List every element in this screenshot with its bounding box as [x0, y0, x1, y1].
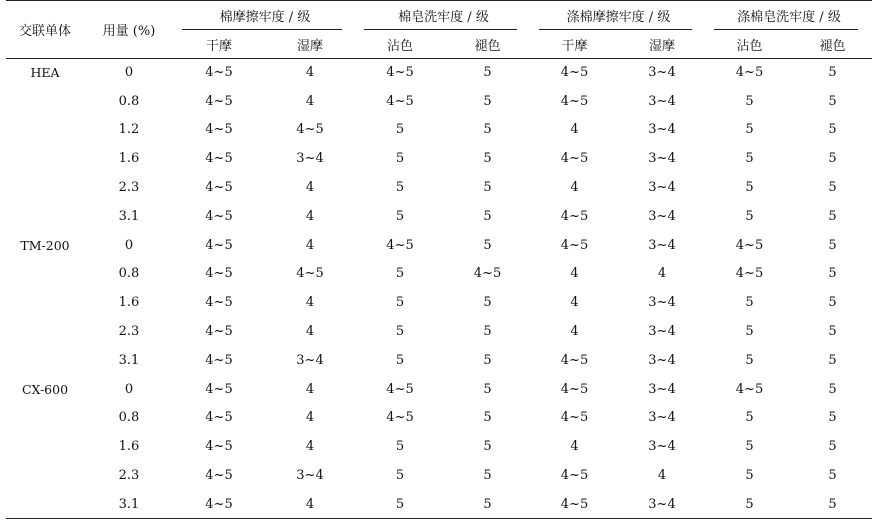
cell-grade: 4 [305, 324, 315, 340]
cell-grade: 4~5 [386, 237, 414, 253]
cell-dosage: 0.8 [118, 410, 140, 426]
cell-grade: 5 [483, 237, 492, 253]
cell-grade: 3~4 [648, 237, 676, 253]
cell-monomer [6, 260, 84, 289]
cell-grade: 5 [828, 266, 837, 282]
cell-monomer [6, 461, 84, 490]
cell-grade: 4 [305, 295, 315, 311]
cell-grade: 5 [745, 439, 754, 455]
cell-grade: 5 [483, 324, 492, 340]
cell-grade: 4~5 [205, 64, 233, 80]
table-row [6, 58, 872, 87]
cell-grade: 3~4 [648, 122, 676, 138]
cell-grade: 5 [745, 93, 754, 109]
cell-grade: 4~5 [560, 468, 589, 484]
table-body [6, 58, 872, 519]
header-group-label: 涤棉摩擦牢度 / 级 [566, 9, 671, 25]
table-row [6, 173, 872, 202]
cell-grade: 5 [483, 180, 492, 196]
cell-grade: 4~5 [560, 93, 589, 109]
cell-grade: 4~5 [296, 122, 324, 138]
cell-grade: 5 [745, 496, 754, 512]
cell-grade: 4~5 [205, 381, 233, 397]
cell-grade: 3~4 [648, 496, 676, 512]
cell-grade: 5 [745, 324, 754, 340]
table-row [6, 404, 872, 433]
cell-grade: 4~5 [205, 93, 233, 109]
header-dosage: 用量 (%) [102, 23, 156, 39]
cell-grade: 4 [305, 64, 315, 80]
cell-dosage: 3.1 [118, 352, 140, 368]
cell-dosage: 3.1 [118, 208, 140, 224]
cell-grade: 3~4 [296, 352, 324, 368]
cell-grade: 5 [395, 266, 405, 282]
cell-grade: 4~5 [560, 64, 589, 80]
cell-grade: 4~5 [205, 410, 233, 426]
cell-grade: 5 [395, 439, 405, 455]
subheader-fading: 褪色 [474, 38, 501, 54]
cell-grade: 4~5 [735, 237, 764, 253]
cell-grade: 5 [483, 64, 492, 80]
cell-grade: 5 [483, 381, 492, 397]
cell-monomer [6, 288, 84, 317]
cell-grade: 4 [570, 122, 579, 138]
cell-grade: 5 [745, 468, 754, 484]
table-row [6, 202, 872, 231]
cell-grade: 5 [745, 352, 754, 368]
cell-grade: 5 [828, 237, 837, 253]
cell-grade: 5 [483, 208, 492, 224]
cell-grade: 5 [828, 439, 837, 455]
cell-grade: 5 [395, 208, 405, 224]
header-group-tc-rubbing [531, 0, 706, 30]
subheader-dry-rub: 干摩 [561, 38, 588, 54]
cell-grade: 5 [828, 468, 837, 484]
cell-grade: 4~5 [560, 151, 589, 167]
header-crosslinker: 交联单体 [18, 23, 71, 39]
cell-grade: 4~5 [205, 180, 233, 196]
cell-grade: 4 [305, 410, 315, 426]
cell-grade: 4~5 [560, 237, 589, 253]
subheader-staining: 沾色 [736, 38, 763, 54]
subheader-staining: 沾色 [386, 38, 413, 54]
cell-grade: 4 [305, 180, 315, 196]
cell-grade: 4 [657, 468, 667, 484]
cell-grade: 5 [483, 352, 492, 368]
cell-grade: 5 [395, 180, 405, 196]
table-row [6, 144, 872, 173]
cell-grade: 5 [483, 93, 492, 109]
table-row [6, 461, 872, 490]
cell-dosage: 1.2 [118, 122, 140, 138]
cell-grade: 4 [570, 180, 579, 196]
cell-dosage: 1.6 [118, 295, 140, 311]
table-row [6, 288, 872, 317]
cell-monomer: CX-600 [21, 381, 69, 397]
cell-grade: 3~4 [296, 468, 324, 484]
cell-grade: 5 [483, 122, 492, 138]
cell-grade: 4 [570, 295, 579, 311]
cell-grade: 5 [828, 180, 837, 196]
header-row-1 [6, 0, 872, 30]
cell-monomer [6, 346, 84, 375]
cell-grade: 3~4 [648, 410, 676, 426]
cell-dosage: 1.6 [118, 151, 140, 167]
cell-grade: 5 [483, 439, 492, 455]
cell-grade: 5 [828, 151, 837, 167]
cell-grade: 4 [657, 266, 667, 282]
cell-grade: 4~5 [386, 410, 414, 426]
cell-dosage: 2.3 [118, 180, 140, 196]
cell-grade: 4~5 [205, 122, 233, 138]
cell-grade: 4~5 [296, 266, 324, 282]
cell-grade: 5 [745, 180, 754, 196]
cell-grade: 5 [395, 324, 405, 340]
header-group-cotton-rubbing [174, 0, 356, 30]
cell-grade: 5 [745, 295, 754, 311]
cell-grade: 4~5 [473, 266, 502, 282]
cell-grade: 5 [395, 496, 405, 512]
table-row [6, 432, 872, 461]
cell-grade: 4~5 [205, 266, 233, 282]
header-group-label: 棉摩擦牢度 / 级 [219, 9, 311, 25]
cell-grade: 4~5 [205, 468, 233, 484]
cell-grade: 3~4 [648, 64, 676, 80]
cell-grade: 5 [828, 324, 837, 340]
cell-grade: 5 [828, 496, 837, 512]
cell-grade: 5 [828, 410, 837, 426]
cell-grade: 5 [828, 64, 837, 80]
cell-monomer [6, 317, 84, 346]
cell-grade: 4~5 [205, 496, 233, 512]
cell-grade: 4 [305, 237, 315, 253]
cell-grade: 5 [395, 122, 405, 138]
cell-grade: 4 [305, 93, 315, 109]
cell-grade: 4 [570, 324, 579, 340]
cell-grade: 4~5 [560, 352, 589, 368]
cell-grade: 4~5 [735, 381, 764, 397]
cell-monomer [6, 432, 84, 461]
subheader-fading: 褪色 [819, 38, 846, 54]
cell-grade: 4~5 [205, 208, 233, 224]
cell-grade: 4 [305, 439, 315, 455]
cell-grade: 3~4 [648, 208, 676, 224]
header-group-cotton-washing [356, 0, 531, 30]
cell-grade: 5 [828, 381, 837, 397]
cell-monomer: HEA [30, 64, 60, 80]
cell-grade: 5 [483, 151, 492, 167]
cell-dosage: 2.3 [118, 324, 140, 340]
cell-grade: 4~5 [735, 266, 764, 282]
cell-grade: 4~5 [560, 410, 589, 426]
cell-monomer: TM-200 [20, 237, 70, 253]
cell-grade: 3~4 [648, 439, 676, 455]
cell-grade: 4~5 [205, 439, 233, 455]
cell-grade: 5 [828, 295, 837, 311]
cell-grade: 5 [745, 208, 754, 224]
cell-grade: 5 [395, 295, 405, 311]
subheader-wet-rub: 湿摩 [296, 38, 323, 54]
cell-dosage: 1.6 [118, 439, 140, 455]
cell-grade: 5 [483, 410, 492, 426]
cell-monomer [6, 87, 84, 116]
cell-grade: 3~4 [648, 352, 676, 368]
table-row [6, 375, 872, 404]
cell-dosage: 0.8 [118, 266, 140, 282]
cell-grade: 4 [570, 266, 579, 282]
cell-grade: 4~5 [205, 324, 233, 340]
cell-grade: 3~4 [648, 381, 676, 397]
cell-grade: 3~4 [648, 295, 676, 311]
cell-grade: 5 [483, 496, 492, 512]
table-row [6, 346, 872, 375]
subheader-wet-rub: 湿摩 [648, 38, 675, 54]
cell-grade: 3~4 [648, 93, 676, 109]
cell-dosage: 2.3 [118, 468, 140, 484]
cell-grade: 4~5 [205, 295, 233, 311]
cell-grade: 5 [395, 352, 405, 368]
cell-grade: 5 [745, 151, 754, 167]
cell-monomer [6, 404, 84, 433]
cell-grade: 5 [483, 468, 492, 484]
cell-dosage: 0.8 [118, 93, 140, 109]
table-row [6, 87, 872, 116]
cell-dosage: 0 [124, 381, 134, 397]
cell-grade: 5 [395, 468, 405, 484]
cell-grade: 3~4 [648, 180, 676, 196]
cell-grade: 5 [828, 352, 837, 368]
cell-grade: 4 [305, 496, 315, 512]
cell-grade: 5 [828, 93, 837, 109]
cell-dosage: 0 [124, 64, 134, 80]
cell-grade: 4~5 [560, 496, 589, 512]
cell-monomer [6, 144, 84, 173]
table-row [6, 116, 872, 145]
cell-grade: 4 [305, 208, 315, 224]
cell-grade: 4~5 [735, 64, 764, 80]
cell-grade: 4~5 [560, 208, 589, 224]
cell-grade: 4~5 [205, 352, 233, 368]
header-group-label: 棉皂洗牢度 / 级 [398, 9, 489, 25]
cell-grade: 5 [828, 208, 837, 224]
table-row [6, 260, 872, 289]
cell-monomer [6, 173, 84, 202]
cell-grade: 4~5 [560, 381, 589, 397]
cell-dosage: 0 [124, 237, 134, 253]
cell-grade: 4~5 [386, 64, 414, 80]
cell-dosage: 3.1 [118, 496, 140, 512]
cell-grade: 4 [570, 439, 579, 455]
table-row [6, 490, 872, 519]
header-group-tc-washing [706, 0, 872, 30]
cell-grade: 4~5 [386, 93, 414, 109]
cell-monomer [6, 202, 84, 231]
cell-grade: 5 [745, 122, 754, 138]
cell-monomer [6, 490, 84, 519]
cell-grade: 5 [395, 151, 405, 167]
cell-grade: 4~5 [386, 381, 414, 397]
cell-monomer [6, 116, 84, 145]
cell-grade: 3~4 [648, 324, 676, 340]
cell-grade: 4 [305, 381, 315, 397]
cell-grade: 5 [828, 122, 837, 138]
table-row [6, 231, 872, 260]
cell-grade: 5 [745, 410, 754, 426]
table-row [6, 317, 872, 346]
cell-grade: 3~4 [648, 151, 676, 167]
subheader-dry-rub: 干摩 [205, 38, 232, 54]
cell-grade: 4~5 [205, 151, 233, 167]
cell-grade: 4~5 [205, 237, 233, 253]
cell-grade: 3~4 [296, 151, 324, 167]
cell-grade: 5 [483, 295, 492, 311]
header-group-label: 涤棉皂洗牢度 / 级 [737, 9, 841, 25]
fastness-table [6, 0, 872, 519]
